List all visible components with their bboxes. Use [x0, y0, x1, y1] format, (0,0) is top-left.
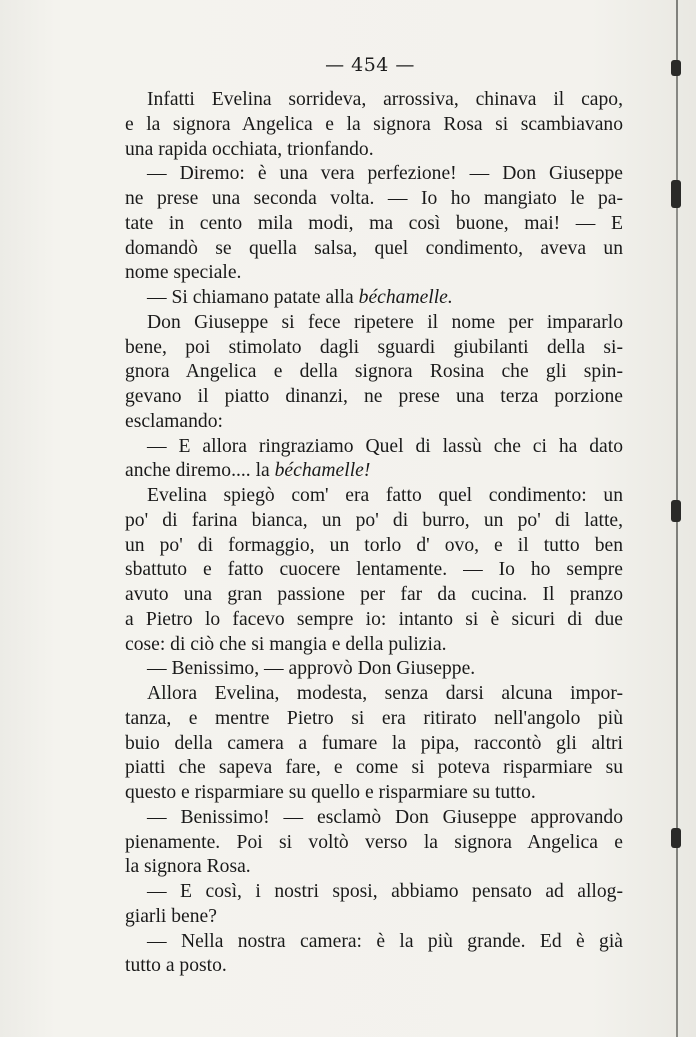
text-line: — Benissimo! — esclamò Don Giuseppe approvando — [147, 806, 623, 828]
edge-ink-mark — [671, 828, 681, 848]
text-line: domandò se quella salsa, quel condimento, aveva un — [125, 237, 623, 259]
edge-ink-mark — [671, 500, 681, 522]
text-line: sbattuto e fatto cuocere lentamente. — Io ho sempre — [125, 559, 623, 581]
text-line: una rapida occhiata, trionfando. — [125, 138, 374, 160]
text-line: — E allora ringraziamo Quel di lassù che ci ha dato — [147, 435, 623, 457]
text-line: gnora Angelica e della signora Rosina che gli spin- — [125, 361, 623, 383]
text-line: questo e risparmiare su quello e risparmiare su tutto. — [125, 782, 536, 803]
text-line: avuto una gran passione per far da cucina. Il pranzo — [125, 584, 623, 605]
text-line: gevano il piatto dinanzi, ne prese una terza porzione — [125, 386, 623, 407]
text-line: esclamando: — [125, 410, 223, 432]
page-number: — 454 — — [325, 54, 415, 76]
body-text — [125, 88, 623, 979]
text-line: — Benissimo, — approvò Don Giuseppe. — [147, 658, 476, 680]
italic-term: béchamelle. — [358, 287, 453, 308]
text-line — [125, 286, 623, 311]
text-line: Infatti Evelina sorrideva, arrossiva, chinava il capo, — [147, 89, 623, 110]
text-line: po' di farina bianca, un po' di burro, un po' di latte, — [125, 509, 623, 531]
text-run: anche diremo.... la — [125, 460, 275, 482]
text-line: e la signora Angelica e la signora Rosa si scambiavano — [125, 113, 623, 135]
text-line: Allora Evelina, modesta, senza darsi alcuna impor- — [147, 683, 623, 704]
text-line: — E così, i nostri sposi, abbiamo pensato ad allog- — [147, 881, 623, 902]
text-line: bene, poi stimolato dagli sguardi giubilanti della si- — [125, 336, 623, 358]
text-line: pienamente. Poi si voltò verso la signora Angelica e — [125, 831, 623, 853]
text-line: cose: di ciò che si mangia e della pulizia. — [125, 633, 447, 655]
text-line: un po' di formaggio, un torlo d' ovo, e il tutto ben — [125, 534, 623, 556]
text-line: ne prese una seconda volta. — Io ho mangiato le pa- — [125, 188, 623, 209]
text-line: giarli bene? — [125, 905, 217, 927]
text-line: nome speciale. — [125, 262, 242, 284]
text-line: tanza, e mentre Pietro si era ritirato nell'angolo più — [125, 707, 623, 729]
text-run: — Si chiamano patate alla — [147, 287, 359, 308]
text-line: tate in cento mila modi, ma così buone, mai! — E — [125, 212, 623, 234]
edge-ink-mark — [671, 180, 681, 208]
text-line: a Pietro lo facevo sempre io: intanto si è sicuri di due — [125, 608, 623, 630]
italic-term: béchamelle! — [274, 460, 371, 482]
text-line: Evelina spiegò com' era fatto quel condimento: un — [147, 485, 623, 506]
text-line: tutto a posto. — [125, 955, 227, 977]
text-line: — Diremo: è una vera perfezione! — Don Giuseppe — [147, 163, 623, 185]
text-line — [125, 459, 623, 484]
text-line: piatti che sapeva fare, e come si poteva risparmiare su — [125, 757, 623, 779]
text-line: — Nella nostra camera: è la più grande. Ed è già — [147, 930, 623, 952]
text-line: buio della camera a fumare la pipa, raccontò gli altri — [125, 732, 623, 754]
text-line: la signora Rosa. — [125, 856, 251, 878]
text-line: Don Giuseppe si fece ripetere il nome per impararlo — [147, 311, 623, 333]
